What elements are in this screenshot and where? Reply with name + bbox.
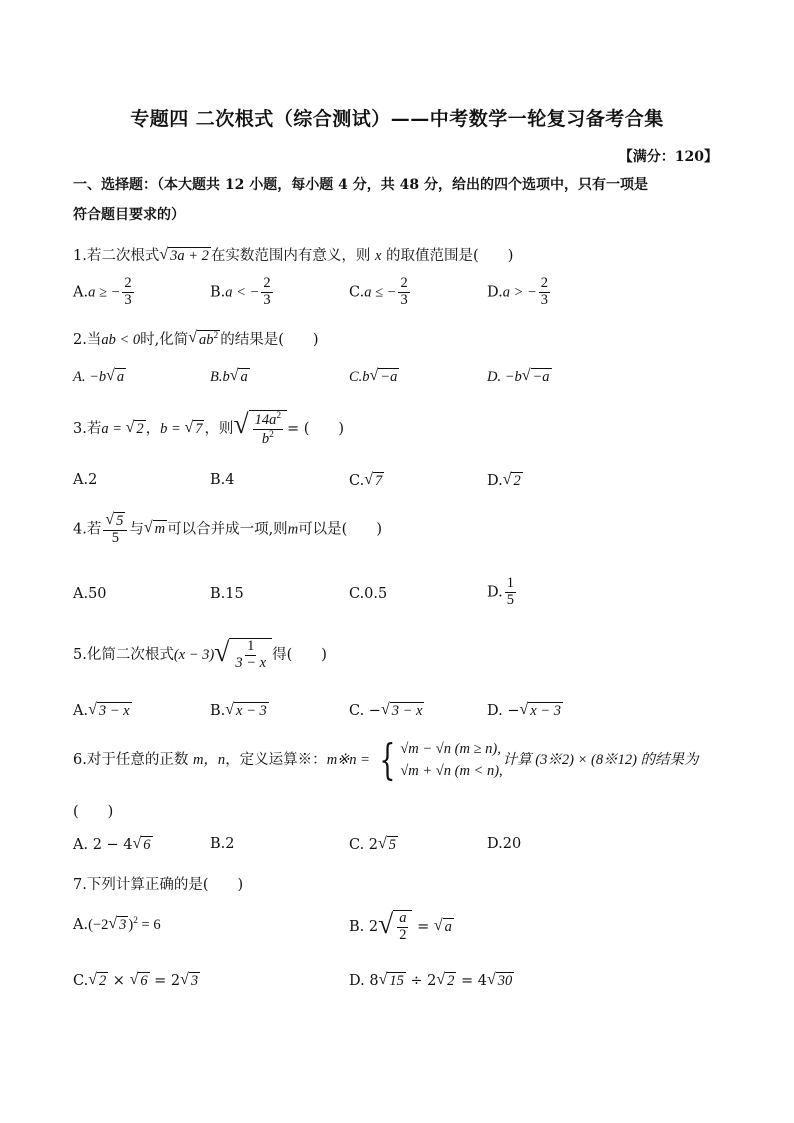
radical: √ 3a + 2: [159, 245, 209, 264]
q4-option-a[interactable]: A.50: [73, 586, 107, 602]
question-7: 7.下列计算正确的是( ): [73, 877, 244, 893]
q7-option-d[interactable]: D. 8 √ 15 ÷ 2 √ 2 = 4 √ 30: [349, 971, 513, 990]
q2-option-c[interactable]: C.b √ −a: [349, 367, 398, 386]
q5-option-d[interactable]: D. − √ x − 3: [487, 701, 561, 720]
q4-option-d[interactable]: D. $\frac{1}{5}$: [487, 575, 514, 608]
total-score: 【满分：120】: [618, 149, 718, 165]
page-title: 专题四 二次根式（综合测试）——中考数学一轮复习备考合集: [130, 108, 664, 130]
q1-option-a[interactable]: A.a ≥ − $\frac{2}{3}$: [73, 275, 132, 308]
q5-option-a[interactable]: A. √ 3 − x: [73, 701, 130, 720]
question-2: 2.当ab < 0时,化简 √ $ab^2$ 的结果是( ): [73, 329, 319, 349]
q7-option-a[interactable]: A.(−2 √ 3 )$^2$ = 6: [73, 915, 161, 934]
question-4: 4.若 √ 5 5 与 √ m 可以合并成一项,则m可以是( ): [73, 511, 382, 547]
q3-option-a[interactable]: A.2: [73, 472, 98, 488]
question-6-answer-blank: ( ): [73, 804, 114, 820]
section-heading-line1: 一、选择题：（本大题共 12 小题，每小题 4 分，共 48 分，给出的四个选项中，只有一项是: [73, 177, 648, 193]
q6-option-b[interactable]: B.2: [210, 836, 235, 852]
question-5: 5.化简二次根式(x − 3) √ $\frac{1}{3 - x}$ 得( ): [73, 636, 327, 671]
q6-option-a[interactable]: A. 2 − 4 √ 6: [73, 835, 151, 854]
q2-option-a[interactable]: A. −b √ a: [73, 367, 125, 386]
section-heading: [73, 170, 723, 230]
q7-option-c[interactable]: C. √ 2 × √ 6 = 2 √ 3: [73, 971, 199, 990]
q3-option-c[interactable]: C. √ 7: [349, 471, 383, 490]
question-1: 1.若二次根式 √ 3a + 2 在实数范围内有意义，则 x 的取值范围是( ): [73, 245, 514, 264]
q3-option-b[interactable]: B.4: [210, 472, 235, 488]
q7-option-b[interactable]: B. 2 √ $\frac{a}{2}$ = √ a: [349, 908, 452, 943]
q2-option-b[interactable]: B.b √ a: [210, 367, 248, 386]
q1-option-c[interactable]: C.a ≤ − $\frac{2}{3}$: [349, 275, 408, 308]
q5-option-b[interactable]: B. √ x − 3: [210, 701, 267, 720]
q1-option-b[interactable]: B.a < − $\frac{2}{3}$: [210, 275, 271, 308]
question-3: 3.若a = √ 2 ，b = √ 7 ，则 √ $\frac{14a^2}{b^2}$ = ( ): [73, 408, 345, 447]
section-heading-line2: 符合题目要求的）: [73, 207, 185, 223]
q4-option-c[interactable]: C.0.5: [349, 586, 388, 602]
q2-option-d[interactable]: D. −b √ −a: [487, 367, 550, 386]
question-6: 6.对于任意的正数 m，n，定义运算※：m※n = { √m − √n (m ≥ n), √m + √n (m < n), 计算 (3※2) × (8※12) 的结果为: [73, 735, 699, 784]
q6-option-c[interactable]: C. 2 √ 5: [349, 835, 397, 854]
q1-option-d[interactable]: D.a > − $\frac{2}{3}$: [487, 275, 549, 308]
q5-option-c[interactable]: C. − √ 3 − x: [349, 701, 423, 720]
q4-option-b[interactable]: B.15: [210, 586, 244, 602]
q3-option-d[interactable]: D. √ 2: [487, 471, 521, 490]
piecewise-definition: { √m − √n (m ≥ n), √m + √n (m < n),: [378, 735, 503, 784]
q6-option-d[interactable]: D.20: [487, 836, 522, 852]
